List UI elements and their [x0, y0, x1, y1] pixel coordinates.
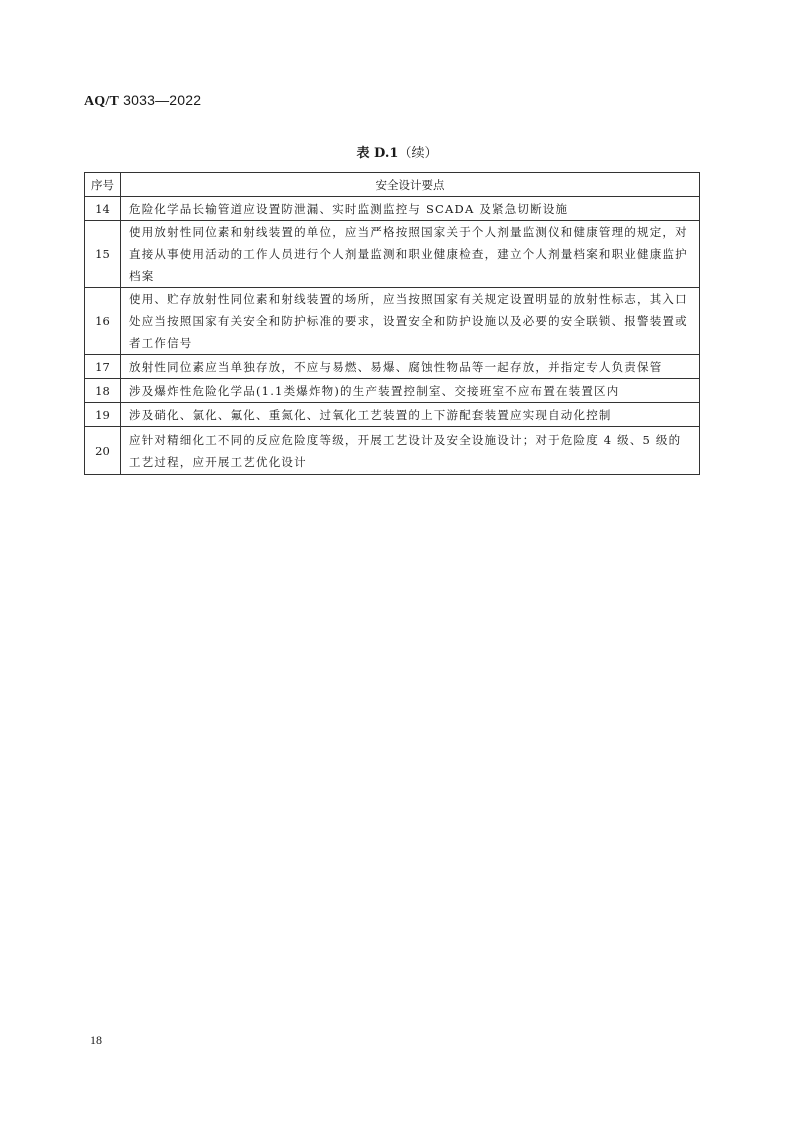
table-row [85, 221, 700, 288]
table-row [85, 427, 700, 475]
row-number: 14 [85, 197, 121, 221]
row-number: 16 [85, 288, 121, 355]
table-title-label: 表 D.1 [356, 146, 399, 161]
standard-number: 3033—2022 [123, 92, 202, 108]
row-text: 使用、贮存放射性同位素和射线装置的场所，应当按照国家有关规定设置明显的放射性标志，其入口处应当按照国家有关安全和防护标准的要求，设置安全和防护设施以及必要的安全联锁、报警装置或者工作信号 [121, 288, 700, 355]
row-text: 使用放射性同位素和射线装置的单位，应当严格按照国家关于个人剂量监测仪和健康管理的规定，对直接从事使用活动的工作人员进行个人剂量监测和职业健康检查，建立个人剂量档案和职业健康监护档案 [121, 221, 700, 288]
table-row [85, 403, 700, 427]
row-text: 涉及爆炸性危险化学品(1.1类爆炸物)的生产装置控制室、交接班室不应布置在装置区内 [121, 379, 700, 403]
table-row [85, 355, 700, 379]
row-text: 应针对精细化工不同的反应危险度等级，开展工艺设计及安全设施设计；对于危险度 4 级、5 级的工艺过程，应开展工艺优化设计 [121, 427, 700, 475]
column-header-requirements: 安全设计要点 [121, 173, 700, 197]
table-title-suffix: （续） [398, 146, 438, 161]
row-number: 17 [85, 355, 121, 379]
table-header-row [85, 173, 700, 197]
row-text: 涉及硝化、氯化、氟化、重氮化、过氧化工艺装置的上下游配套装置应实现自动化控制 [121, 403, 700, 427]
row-number: 18 [85, 379, 121, 403]
table-row [85, 288, 700, 355]
column-header-number: 序号 [85, 173, 121, 197]
page-number: 18 [90, 1033, 102, 1047]
row-number: 15 [85, 221, 121, 288]
row-number: 20 [85, 427, 121, 475]
standard-code [84, 92, 201, 110]
table-title [0, 142, 794, 161]
row-text: 放射性同位素应当单独存放，不应与易燃、易爆、腐蚀性物品等一起存放，并指定专人负责保管 [121, 355, 700, 379]
standard-prefix: AQ/T [84, 94, 120, 109]
table-row [85, 197, 700, 221]
safety-design-table [84, 172, 700, 475]
row-text: 危险化学品长输管道应设置防泄漏、实时监测监控与 SCADA 及紧急切断设施 [121, 197, 700, 221]
row-number: 19 [85, 403, 121, 427]
table-row [85, 379, 700, 403]
